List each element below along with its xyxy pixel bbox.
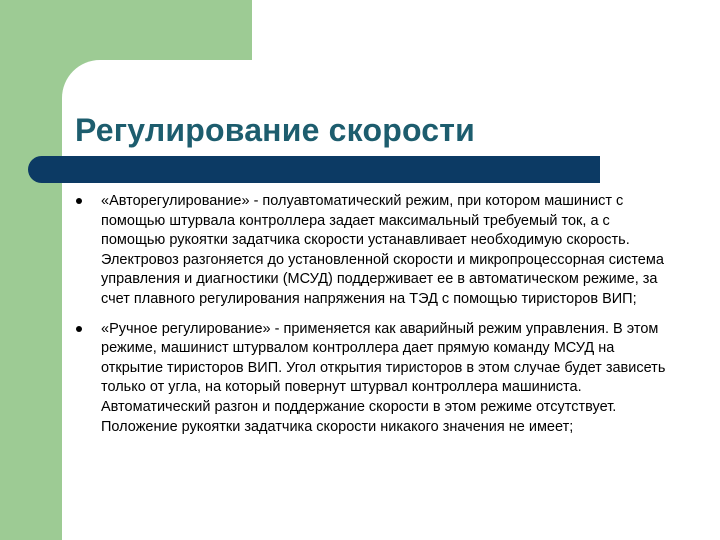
bullet-dot-icon bbox=[76, 198, 82, 204]
bullet-item-auto-regulation bbox=[74, 192, 674, 310]
bullet-item-manual-regulation bbox=[74, 320, 674, 438]
bullet-list bbox=[74, 192, 674, 447]
slide-title: Регулирование скорости bbox=[75, 112, 476, 148]
title-underline-bar bbox=[28, 156, 600, 183]
bullet-dot-icon bbox=[76, 326, 82, 332]
bullet-text: «Ручное регулирование» - применяется как аварийный режим управления. В этом режиме, машинист штурвалом контроллера дает прямую команду МСУД на открытие тиристоров ВИП. Угол открытия тиристоров в этом случае будет зависеть только от угла, на который повернут штурвал контроллера машиниста. Автоматический разгон и поддержание скорости в этом режиме отсутствует. Положение рукоятки задатчика скорости никакого значения не имеет; bbox=[101, 320, 666, 435]
bullet-text: «Авторегулирование» - полуавтоматический режим, при котором машинист с помощью штурвала контроллера задает максимальный требуемый ток, а с помощью рукоятки задатчика скорости устанавливает необходимую скорость. Электровоз разгоняется до установленной скорости и микропроцессорная система управления и диагностики (МСУД) поддерживает ее в автоматическом режиме, за счет плавного регулирования напряжения на ТЭД с помощью тиристоров ВИП; bbox=[101, 193, 664, 307]
